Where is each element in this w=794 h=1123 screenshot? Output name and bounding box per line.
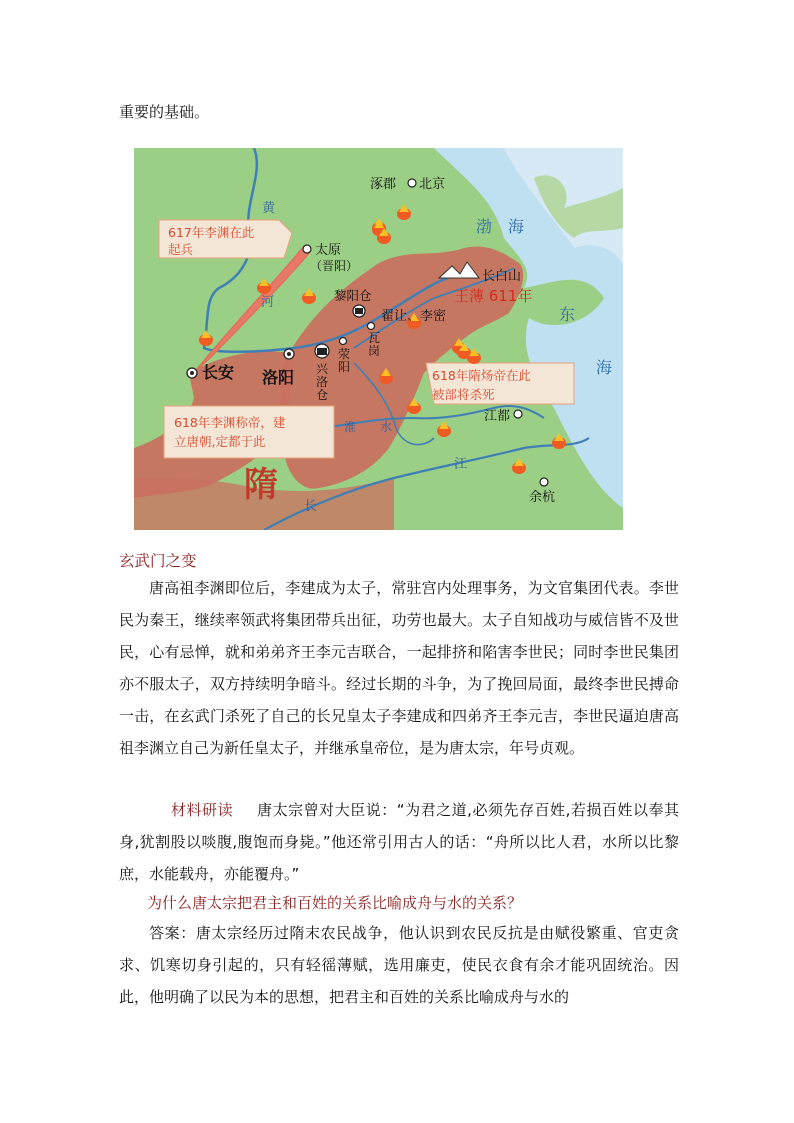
label-liyangcang: 黎阳仓: [334, 288, 372, 303]
question-text: 为什么唐太宗把君主和百姓的关系比喻成舟与水的关系？: [147, 894, 523, 912]
label-bohai: 渤 海: [476, 217, 525, 236]
marker-beijing: [408, 179, 416, 187]
marker-waring: [368, 323, 375, 330]
label-he: 河: [261, 295, 275, 310]
callout-618-tang-line1: 618年李渊称帝，建: [174, 415, 286, 430]
label-jiangdu: 江都: [484, 409, 511, 424]
callout-618-sui-line1: 618年隋炀帝在此: [432, 368, 531, 383]
section-title: 玄武门之变: [119, 552, 197, 570]
callout-618-tang-line2: 立唐朝,定都于此: [174, 434, 266, 449]
label-xingyang: 荥阳: [338, 347, 351, 374]
label-zhairang: 翟让、李密: [381, 309, 447, 324]
label-beijing: 北京: [419, 177, 446, 192]
label-huaishui: 淮 水: [344, 420, 393, 434]
callout-618-tang: [164, 406, 334, 458]
label-dong: 东: [559, 305, 576, 324]
granary-icon-xingluo: [315, 344, 329, 358]
callout-618-sui-line2: 被部将杀死: [432, 387, 495, 402]
label-waring: 瓦岗: [368, 331, 381, 358]
label-chang: 长: [304, 499, 318, 514]
callout-617-line1: 617年李渊在此: [168, 225, 255, 240]
label-hai: 海: [596, 358, 613, 377]
material-text: 唐太宗曾对大臣说：“为君之道,必须先存百姓,若损百姓以奉其身,犹割股以啖腹,腹饱而身毙。”他还常引用古人的话：“舟所以比人君，水所以比黎庶，水能载舟，亦能覆舟。”: [119, 801, 679, 883]
main-paragraph: 唐高祖李渊即位后，李建成为太子，常驻宫内处理事务，为文官集团代表。李世民为秦王，继续率领武将集团带兵出征，功劳也最大。太子自知战功与威信皆不及世民，心有忌惮，就和弟弟齐王李元吉联合，一起排挤和陷害李世民；同时李世民集团亦不服太子，双方持续明争暗斗。经过长期的斗争，为了挽回局面，最终李世民搏命一击，在玄武门杀死了自己的长兄皇太子李建成和四弟齐王李元吉，李世民逼迫唐高祖李渊立自己为新任皇太子，并继承皇帝位，是为唐太宗，年号贞观。: [119, 579, 679, 757]
label-huang: 黄: [262, 201, 276, 216]
label-changan: 长安: [202, 363, 235, 382]
label-yuhang: 余杭: [529, 490, 556, 505]
material-paragraph: [119, 794, 679, 890]
label-changbaishan: 长白山: [482, 269, 522, 284]
callout-618-sui: [426, 363, 574, 404]
marker-taiyuan: [303, 245, 311, 253]
intro-text: 重要的基础。: [119, 103, 210, 121]
material-label: 材料研读: [171, 801, 234, 819]
marker-xingyang: [340, 338, 347, 345]
answer-text: 答案：唐太宗经历过隋末农民战争，他认识到农民反抗是由赋役繁重、官吏贪求、饥寒切身引起的，只有轻徭薄赋，选用廉吏，使民衣食有余才能巩固统治。因此，他明确了以民为本的思想，把君主和百姓的关系比喻成舟与水的: [119, 924, 679, 1006]
label-jinyang: （晋阳）: [310, 259, 359, 273]
label-zhuojun: 涿郡: [370, 177, 397, 192]
granary-icon-liyang: [353, 305, 365, 317]
label-jiang: 江: [454, 457, 468, 472]
callout-617-line2: 起兵: [168, 242, 194, 257]
marker-jiangdu: [514, 410, 522, 418]
label-taiyuan: 太原: [315, 243, 342, 258]
label-luoyang: 洛阳: [262, 368, 295, 387]
label-sui: 隋: [244, 465, 278, 505]
label-xingluocang: 兴洛仓: [316, 362, 329, 402]
callout-617: [159, 220, 292, 258]
marker-yuhang: [540, 478, 548, 486]
label-wangbo: 王薄 611年: [454, 287, 533, 305]
sui-uprising-map: [134, 148, 623, 530]
